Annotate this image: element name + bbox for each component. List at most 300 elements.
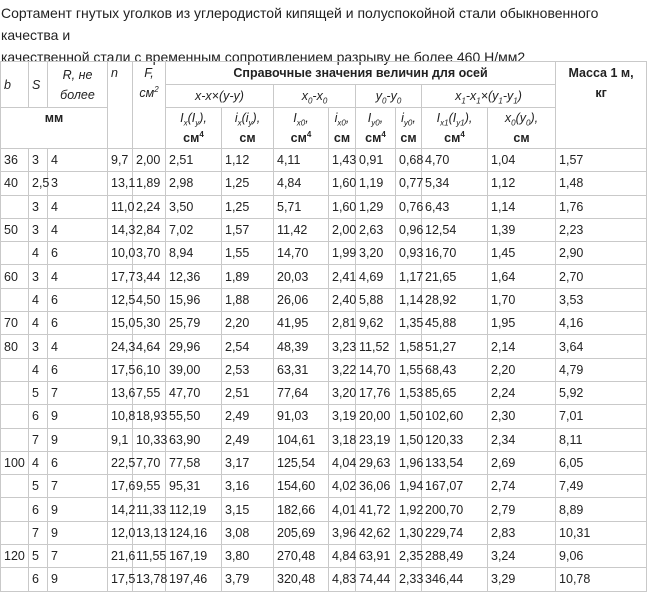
table-cell <box>1 498 29 521</box>
table-cell: 2,51 <box>222 381 274 404</box>
table-cell <box>1 428 29 451</box>
table-cell: 13,1 <box>108 172 133 195</box>
table-cell: 124,16 <box>166 521 222 544</box>
table-cell: 1,35 <box>396 312 422 335</box>
table-row <box>1 172 647 195</box>
col-mass-header: Масса 1 м, кг <box>556 62 647 149</box>
table-cell: 5,92 <box>556 381 647 404</box>
table-cell <box>1 405 29 428</box>
table-cell: 2,00 <box>329 218 356 241</box>
table-cell <box>1 358 29 381</box>
reference-values-header: Справочные значения величин для осей <box>166 62 556 85</box>
table-cell: 77,58 <box>166 451 222 474</box>
table-cell: 4 <box>48 218 108 241</box>
table-cell: 3,23 <box>329 335 356 358</box>
table-row <box>1 521 647 544</box>
table-cell: 5,30 <box>133 312 166 335</box>
axis-x1-header: $x_1-x_1\times(y_1-y_1)$ <box>422 85 556 108</box>
table-cell: 120 <box>1 545 29 568</box>
table-cell: 1,57 <box>556 149 647 172</box>
table-cell: 2,49 <box>222 428 274 451</box>
table-cell: 41,72 <box>356 498 396 521</box>
table-cell: 10,78 <box>556 568 647 591</box>
table-cell: 8,94 <box>166 242 222 265</box>
table-cell: 112,19 <box>166 498 222 521</box>
table-cell: 11,33 <box>133 498 166 521</box>
table-cell: 68,43 <box>422 358 488 381</box>
table-cell: 1,92 <box>396 498 422 521</box>
table-cell: 28,92 <box>422 288 488 311</box>
table-cell: 1,12 <box>488 172 556 195</box>
table-cell: 6 <box>48 451 108 474</box>
table-cell: 7,01 <box>556 405 647 428</box>
table-cell: 95,31 <box>166 475 222 498</box>
table-cell: 0,91 <box>356 149 396 172</box>
table-cell: 1,29 <box>356 195 396 218</box>
table-cell: 3,50 <box>166 195 222 218</box>
table-row <box>1 149 647 172</box>
table-cell: 2,24 <box>488 381 556 404</box>
table-cell: 0,68 <box>396 149 422 172</box>
axis-y0-header: $y_0-y_0$ <box>356 85 422 108</box>
table-cell: 2,79 <box>488 498 556 521</box>
table-cell: 5 <box>29 475 48 498</box>
table-cell: 36,06 <box>356 475 396 498</box>
table-cell: 9,7 <box>108 149 133 172</box>
table-cell: 14,70 <box>274 242 329 265</box>
axis-x0-header: $x_0-x_0$ <box>274 85 356 108</box>
table-cell <box>1 195 29 218</box>
table-cell: 5,34 <box>422 172 488 195</box>
axis-x-y-header: x-x×(y-y) <box>166 85 274 108</box>
table-row <box>1 451 647 474</box>
table-cell: 6,43 <box>422 195 488 218</box>
table-row <box>1 335 647 358</box>
table-row <box>1 195 647 218</box>
table-cell: 1,94 <box>396 475 422 498</box>
table-cell: 2,30 <box>488 405 556 428</box>
table-cell: 8,11 <box>556 428 647 451</box>
table-cell: 1,55 <box>396 358 422 381</box>
table-cell: 3 <box>29 335 48 358</box>
table-cell: 1,57 <box>222 218 274 241</box>
table-row <box>1 242 647 265</box>
table-cell: 9 <box>48 568 108 591</box>
table-cell: 200,70 <box>422 498 488 521</box>
table-cell: 1,25 <box>222 195 274 218</box>
table-cell: 1,99 <box>329 242 356 265</box>
table-cell: 288,49 <box>422 545 488 568</box>
table-cell: 4,01 <box>329 498 356 521</box>
table-row <box>1 428 647 451</box>
table-cell: 6 <box>48 312 108 335</box>
table-cell: 4 <box>29 288 48 311</box>
table-cell: 40 <box>1 172 29 195</box>
table-cell: 154,60 <box>274 475 329 498</box>
angle-assortment-table <box>0 61 647 592</box>
table-cell: 3,80 <box>222 545 274 568</box>
table-row <box>1 545 647 568</box>
table-cell: 48,39 <box>274 335 329 358</box>
table-cell: 4,02 <box>329 475 356 498</box>
table-cell: 42,62 <box>356 521 396 544</box>
table-cell: 4,84 <box>329 545 356 568</box>
table-cell: 320,48 <box>274 568 329 591</box>
table-cell: 6 <box>29 498 48 521</box>
table-cell: 14,70 <box>356 358 396 381</box>
table-cell: 6 <box>48 358 108 381</box>
table-cell: 2,40 <box>329 288 356 311</box>
table-cell: 63,91 <box>356 545 396 568</box>
caption-line-1: Сортамент гнутых уголков из углеродистой кипящей и полуспокойной стали обыкновенного качества и <box>1 5 599 43</box>
table-cell: 197,46 <box>166 568 222 591</box>
table-cell: 9,62 <box>356 312 396 335</box>
table-cell: 7 <box>48 381 108 404</box>
table-cell: 3,96 <box>329 521 356 544</box>
table-row <box>1 475 647 498</box>
table-cell: 7,02 <box>166 218 222 241</box>
table-cell: 13,6 <box>108 381 133 404</box>
table-cell: 7,70 <box>133 451 166 474</box>
table-cell: 4 <box>29 451 48 474</box>
table-cell: 7 <box>48 545 108 568</box>
table-cell: 91,03 <box>274 405 329 428</box>
table-cell: 11,55 <box>133 545 166 568</box>
table-cell: 12,36 <box>166 265 222 288</box>
table-cell: 70 <box>1 312 29 335</box>
table-cell: 17,6 <box>108 475 133 498</box>
table-cell: 1,04 <box>488 149 556 172</box>
table-cell: 12,54 <box>422 218 488 241</box>
table-cell: 4,11 <box>274 149 329 172</box>
table-cell: 167,19 <box>166 545 222 568</box>
table-cell: 9 <box>48 428 108 451</box>
table-cell: 21,65 <box>422 265 488 288</box>
table-cell: 4 <box>48 265 108 288</box>
table-cell: 51,27 <box>422 335 488 358</box>
table-cell: 2,20 <box>222 312 274 335</box>
table-cell: 17,7 <box>108 265 133 288</box>
table-cell: 41,95 <box>274 312 329 335</box>
table-cell: 9,55 <box>133 475 166 498</box>
table-cell: 3,18 <box>329 428 356 451</box>
col-ix1-header: $I_{x1}(I_{y1})$, $см^4$ <box>422 108 488 149</box>
table-cell: 4 <box>29 358 48 381</box>
table-cell: 1,39 <box>488 218 556 241</box>
table-row <box>1 498 647 521</box>
table-cell: 3,44 <box>133 265 166 288</box>
table-cell: 14,2 <box>108 498 133 521</box>
table-cell <box>1 568 29 591</box>
table-cell: 5 <box>29 545 48 568</box>
table-cell: 0,77 <box>396 172 422 195</box>
table-cell: 10,33 <box>133 428 166 451</box>
table-cell: 104,61 <box>274 428 329 451</box>
table-cell: 60 <box>1 265 29 288</box>
table-cell: 6 <box>29 405 48 428</box>
table-cell: 11,52 <box>356 335 396 358</box>
table-cell: 3 <box>29 265 48 288</box>
table-cell: 2,34 <box>488 428 556 451</box>
table-cell: 74,44 <box>356 568 396 591</box>
table-cell: 17,5 <box>108 568 133 591</box>
table-row <box>1 288 647 311</box>
table-cell: 4 <box>48 149 108 172</box>
table-cell: 63,31 <box>274 358 329 381</box>
table-row <box>1 218 647 241</box>
table-cell <box>1 242 29 265</box>
table-cell: 5,88 <box>356 288 396 311</box>
table-cell: 2,70 <box>556 265 647 288</box>
table-cell: 39,00 <box>166 358 222 381</box>
table-cell: 2,00 <box>133 149 166 172</box>
table-cell: 50 <box>1 218 29 241</box>
table-cell: 10,0 <box>108 242 133 265</box>
table-cell: 6 <box>29 568 48 591</box>
col-x0-header: $x_0(y_0)$, см <box>488 108 556 149</box>
col-b-header: b <box>1 62 29 108</box>
table-cell: 4,16 <box>556 312 647 335</box>
table-cell: 4,83 <box>329 568 356 591</box>
table-cell: 23,19 <box>356 428 396 451</box>
table-cell: 0,76 <box>396 195 422 218</box>
table-cell: 3 <box>29 149 48 172</box>
table-cell: 4,84 <box>274 172 329 195</box>
table-cell: 0,96 <box>396 218 422 241</box>
table-cell: 3 <box>48 172 108 195</box>
table-cell: 10,8 <box>108 405 133 428</box>
table-cell: 20,00 <box>356 405 396 428</box>
table-cell: 3,16 <box>222 475 274 498</box>
table-cell: 7,49 <box>556 475 647 498</box>
caption-line-2: качественной стали с временным сопротивлением разрыву не более 460 Н/мм2 <box>1 49 526 65</box>
table-cell: 1,43 <box>329 149 356 172</box>
table-cell: 85,65 <box>422 381 488 404</box>
table-cell: 22,5 <box>108 451 133 474</box>
col-ix0-radius-header: $i_{x0}$, см <box>329 108 356 149</box>
table-cell: 2,14 <box>488 335 556 358</box>
table-cell: 3,15 <box>222 498 274 521</box>
col-ix0-header: $I_{x0}$, $см^4$ <box>274 108 329 149</box>
table-cell: 6,05 <box>556 451 647 474</box>
table-cell: 7,55 <box>133 381 166 404</box>
table-cell: 1,25 <box>222 172 274 195</box>
table-cell: 5 <box>29 381 48 404</box>
table-cell: 10,31 <box>556 521 647 544</box>
table-cell: 1,14 <box>488 195 556 218</box>
table-cell: 5,71 <box>274 195 329 218</box>
table-cell: 1,76 <box>556 195 647 218</box>
table-cell: 4 <box>48 335 108 358</box>
table-cell: 1,50 <box>396 428 422 451</box>
table-cell: 17,76 <box>356 381 396 404</box>
table-cell: 12,5 <box>108 288 133 311</box>
table-cell: 4,70 <box>422 149 488 172</box>
col-iy0-radius-header: $i_{y0}$, см <box>396 108 422 149</box>
col-ix-header: $I_x(I_y)$, $см^4$ <box>166 108 222 149</box>
table-cell: 2,5 <box>29 172 48 195</box>
table-cell: 3,19 <box>329 405 356 428</box>
table-cell: 1,30 <box>396 521 422 544</box>
table-cell: 3,20 <box>329 381 356 404</box>
table-cell: 3,17 <box>222 451 274 474</box>
table-cell: 133,54 <box>422 451 488 474</box>
table-cell: 2,24 <box>133 195 166 218</box>
table-cell: 47,70 <box>166 381 222 404</box>
table-cell: 2,69 <box>488 451 556 474</box>
table-cell: 2,90 <box>556 242 647 265</box>
table-cell: 9,1 <box>108 428 133 451</box>
table-cell: 1,96 <box>396 451 422 474</box>
table-cell: 102,60 <box>422 405 488 428</box>
table-cell: 16,70 <box>422 242 488 265</box>
table-cell: 29,96 <box>166 335 222 358</box>
table-cell: 55,50 <box>166 405 222 428</box>
col-f-header: F, $см^2$ <box>133 62 166 149</box>
col-ix-radius-header: $i_x(i_y)$, см <box>222 108 274 149</box>
table-cell: 3,70 <box>133 242 166 265</box>
table-cell: 2,53 <box>222 358 274 381</box>
table-cell: 1,95 <box>488 312 556 335</box>
table-caption <box>0 0 644 65</box>
table-cell: 1,64 <box>488 265 556 288</box>
table-cell: 1,48 <box>556 172 647 195</box>
table-cell: 2,54 <box>222 335 274 358</box>
table-row <box>1 405 647 428</box>
table-cell: 36 <box>1 149 29 172</box>
table-cell: 4,64 <box>133 335 166 358</box>
table-cell: 2,98 <box>166 172 222 195</box>
table-cell: 1,58 <box>396 335 422 358</box>
table-cell: 167,07 <box>422 475 488 498</box>
table-cell: 7 <box>29 428 48 451</box>
table-cell: 3,08 <box>222 521 274 544</box>
table-cell: 8,89 <box>556 498 647 521</box>
table-cell: 100 <box>1 451 29 474</box>
table-cell: 3,79 <box>222 568 274 591</box>
table-cell: 3 <box>29 218 48 241</box>
table-cell: 1,45 <box>488 242 556 265</box>
table-cell: 229,74 <box>422 521 488 544</box>
table-cell: 3,29 <box>488 568 556 591</box>
col-s-header: S <box>29 62 48 108</box>
table-cell: 2,33 <box>396 568 422 591</box>
col-r-header: R, не более <box>48 62 108 108</box>
table-cell: 4,69 <box>356 265 396 288</box>
table-cell: 1,60 <box>329 195 356 218</box>
table-cell: 11,42 <box>274 218 329 241</box>
table-cell: 270,48 <box>274 545 329 568</box>
table-cell: 1,88 <box>222 288 274 311</box>
table-cell <box>1 475 29 498</box>
table-cell: 120,33 <box>422 428 488 451</box>
table-cell: 4 <box>48 195 108 218</box>
table-cell: 1,19 <box>356 172 396 195</box>
table-row <box>1 358 647 381</box>
table-cell: 24,3 <box>108 335 133 358</box>
table-cell: 1,55 <box>222 242 274 265</box>
table-cell: 17,5 <box>108 358 133 381</box>
table-cell: 0,93 <box>396 242 422 265</box>
table-cell: 1,89 <box>222 265 274 288</box>
table-row <box>1 312 647 335</box>
table-cell: 80 <box>1 335 29 358</box>
table-cell: 1,17 <box>396 265 422 288</box>
table-cell: 9 <box>48 405 108 428</box>
table-row <box>1 381 647 404</box>
table-row <box>1 568 647 591</box>
table-cell: 6 <box>48 288 108 311</box>
table-cell: 1,53 <box>396 381 422 404</box>
table-cell: 205,69 <box>274 521 329 544</box>
table-cell: 15,0 <box>108 312 133 335</box>
table-cell: 15,96 <box>166 288 222 311</box>
table-cell: 1,12 <box>222 149 274 172</box>
table-cell: 1,50 <box>396 405 422 428</box>
table-cell: 2,23 <box>556 218 647 241</box>
table-cell <box>1 521 29 544</box>
table-cell: 11,0 <box>108 195 133 218</box>
table-cell: 125,54 <box>274 451 329 474</box>
table-cell: 2,41 <box>329 265 356 288</box>
table-cell: 182,66 <box>274 498 329 521</box>
table-cell: 6 <box>48 242 108 265</box>
col-iy0-header: $I_{y0}$, $см^4$ <box>356 108 396 149</box>
table-cell: 77,64 <box>274 381 329 404</box>
table-cell: 2,20 <box>488 358 556 381</box>
table-cell: 45,88 <box>422 312 488 335</box>
table-cell: 9 <box>48 521 108 544</box>
units-mm-header: мм <box>1 108 108 149</box>
table-header <box>1 62 647 149</box>
table-cell: 63,90 <box>166 428 222 451</box>
table-cell: 29,63 <box>356 451 396 474</box>
table-cell: 1,70 <box>488 288 556 311</box>
table-cell: 9,06 <box>556 545 647 568</box>
table-cell: 4,79 <box>556 358 647 381</box>
table-cell: 1,89 <box>133 172 166 195</box>
table-cell: 7 <box>48 475 108 498</box>
table-cell: 4 <box>29 242 48 265</box>
table-cell: 4 <box>29 312 48 335</box>
table-cell: 2,84 <box>133 218 166 241</box>
table-cell: 2,74 <box>488 475 556 498</box>
table-cell: 26,06 <box>274 288 329 311</box>
table-cell: 12,0 <box>108 521 133 544</box>
table-cell: 2,63 <box>356 218 396 241</box>
table-cell: 1,60 <box>329 172 356 195</box>
table-cell: 2,35 <box>396 545 422 568</box>
table-cell: 13,13 <box>133 521 166 544</box>
table-cell <box>1 381 29 404</box>
table-cell: 3 <box>29 195 48 218</box>
table-cell: 3,20 <box>356 242 396 265</box>
table-cell: 2,49 <box>222 405 274 428</box>
table-cell: 2,81 <box>329 312 356 335</box>
table-cell: 14,3 <box>108 218 133 241</box>
table-cell: 18,93 <box>133 405 166 428</box>
col-n-header: n <box>108 62 133 149</box>
table-cell <box>1 288 29 311</box>
table-cell: 25,79 <box>166 312 222 335</box>
table-cell: 6,10 <box>133 358 166 381</box>
table-body <box>1 149 647 592</box>
table-cell: 4,50 <box>133 288 166 311</box>
table-cell: 2,83 <box>488 521 556 544</box>
table-cell: 4,04 <box>329 451 356 474</box>
table-cell: 3,24 <box>488 545 556 568</box>
table-cell: 3,53 <box>556 288 647 311</box>
